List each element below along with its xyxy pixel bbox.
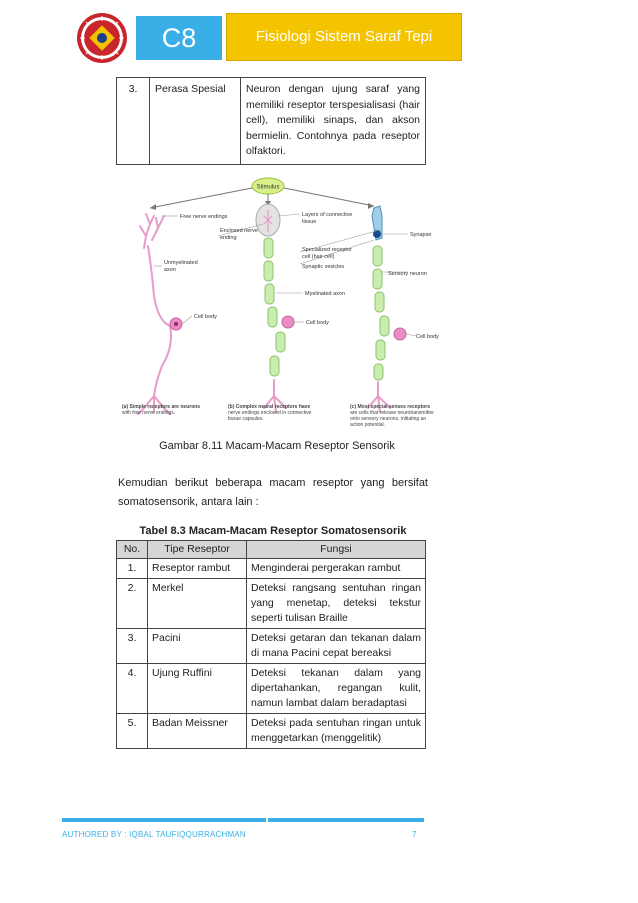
receptor-function: Deteksi getaran dan tekanan dalam di mana Pacini cepat bereaksi [247,629,426,664]
receptor-type: Reseptor rambut [148,559,247,579]
footer-divider [62,818,424,822]
row-number: 4. [117,664,148,714]
caption-b-2: nerve endings enclosed in connective [228,410,312,416]
caption-c-1: (c) Most special senses receptors [350,404,431,410]
row-number: 5. [117,714,148,749]
receptor-type: Merkel [148,579,247,629]
row-number: 3. [117,629,148,664]
table-row [117,664,426,714]
caption-a-1: (a) Simple receptors are neurons [122,404,201,410]
stimulus-label: Stimulus [256,184,280,191]
label-free-nerve-endings: Free nerve endings [180,214,228,220]
table-title: Tabel 8.3 Macam-Macam Reseptor Somatosensorik [139,525,407,537]
row-number: 1. [117,559,148,579]
table-row [117,559,426,579]
label-enclosed-nerve-2: ending [220,235,237,241]
table-row [117,579,426,629]
table-row [117,78,426,165]
caption-c-4: action potential. [350,422,386,428]
table-row [117,714,426,749]
receptor-function: Deteksi pada sentuhan ringan untuk menggetarkan (menggelitik) [247,714,426,749]
label-cell-body-c: Cell body [416,334,439,340]
receptor-continuation-table [116,77,426,165]
label-cell-body-b: Cell body [306,320,329,326]
caption-c-2: are cells that release neurotransmitter [350,410,434,416]
label-synapse: Synapse [410,232,432,238]
receptor-function: Deteksi rangsang sentuhan ringan yang menetap, deteksi tekstur seperti tulisan Braille [247,579,426,629]
footer-author: AUTHORED BY : IQBAL TAUFIQQURRACHMAN [62,830,246,839]
header-type: Tipe Reseptor [148,541,247,559]
label-myelinated-axon: Myelinated axon [305,291,346,297]
university-logo [76,12,128,64]
receptor-function: Menginderai pergerakan rambut [247,559,426,579]
label-synaptic-vesicles: Synaptic vesicles [302,264,345,270]
label-unmyelinated: Unmyelinated [164,260,198,266]
receptor-type: Badan Meissner [148,714,247,749]
receptor-name: Perasa Spesial [150,78,241,165]
label-enclosed-nerve: Enclosed nerve [220,228,258,234]
label-unmyelinated-2: axon [164,267,176,273]
label-sensory-neuron: Sensory neuron [388,271,427,277]
page-number: 7 [412,830,417,839]
caption-b-1: (b) Complex neural receptors have [228,404,311,410]
label-connective-tissue-2: tissue [302,219,317,225]
body-paragraph: Kemudian berikut beberapa macam reseptor yang bersifat somatosensorik, antara lain : [118,477,428,508]
table-row [117,629,426,664]
receptor-description: Neuron dengan ujung saraf yang memiliki reseptor terspesialisasi (hair cell), memiliki sinaps, dan akson bermielin. Contohnya pada reseptor olfaktori. [241,78,426,165]
header-no: No. [117,541,148,559]
sensory-receptor-figure [118,176,439,428]
caption-b-3: tissue capsules. [228,416,264,422]
caption-a-2: with free nerve endings. [122,410,176,416]
figure-caption: Gambar 8.11 Macam-Macam Reseptor Sensorik [159,440,395,452]
somatosensory-receptor-table [116,540,426,749]
label-specialized-receptor-2: cell (hair cell) [302,254,335,260]
row-number: 3. [117,78,150,165]
label-specialized-receptor: Specialized receptor [302,247,352,253]
chapter-title: Fisiologi Sistem Saraf Tepi [226,13,462,61]
header-function: Fungsi [247,541,426,559]
table-header-row [117,541,426,559]
label-cell-body-a: Cell body [194,314,217,320]
chapter-badge: C8 [136,16,222,60]
receptor-function: Deteksi tekanan dalam yang dipertahankan, regangan kulit, namun lambat dalam beradaptasi [247,664,426,714]
receptor-type: Ujung Ruffini [148,664,247,714]
receptor-type: Pacini [148,629,247,664]
label-connective-tissue: Layers of connective [302,212,353,218]
caption-c-3: onto sensory neurons, initiating an [350,416,427,422]
row-number: 2. [117,579,148,629]
